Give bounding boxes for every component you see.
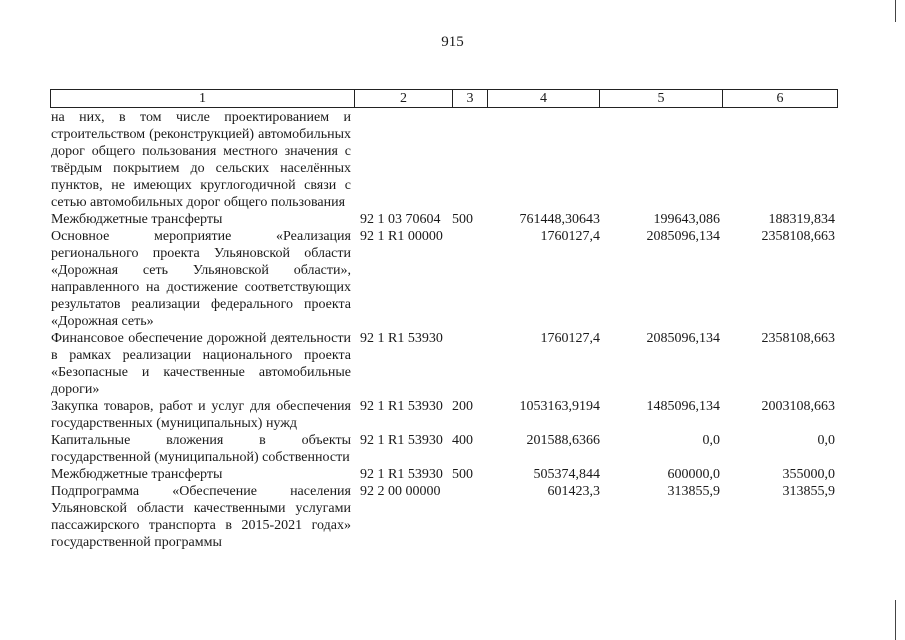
row-name: Финансовое обеспечение дорожной деятельности в рамках реализации национального проекта «Безопасные и качественные автомобильные дороги»: [51, 331, 351, 397]
row-value-3: 2358108,663: [761, 229, 835, 244]
row-value-2: 0,0: [702, 433, 720, 448]
scan-edge-line: [895, 600, 896, 640]
row-value-2: 600000,0: [667, 467, 720, 482]
row-name: Капитальные вложения в объекты государственной (муниципальной) собственности: [51, 433, 351, 465]
row-name: Подпрограмма «Обеспечение населения Ульяновской области качественными услугами пассажирского транспорта в 2015-2021 годах» государственной программы: [51, 484, 351, 550]
row-name: на них, в том числе проектированием и строительством (реконструкцией) автомобильных дорог общего пользования местного значения с твёрдым покрытием до сельских населённых пунктов, не имеющих круглогодичной связи с сетью автомобильных дорог общего пользования: [51, 110, 351, 210]
row-code: 92 1 R1 53930: [360, 331, 443, 346]
row-value-3: 355000,0: [782, 467, 835, 482]
row-value-3: 2358108,663: [761, 331, 835, 346]
column-header-5: 5: [600, 90, 723, 108]
row-value-3: [720, 109, 835, 211]
row-code: 92 1 R1 53930: [360, 467, 443, 482]
row-value-1: 1053163,9194: [519, 399, 600, 414]
row-value-2: 199643,086: [653, 212, 720, 227]
row-name: Основное мероприятие «Реализация регионального проекта Ульяновской области «Дорожная сеть Ульяновской области», направленного на достижение соответствующих результатов реализации федерального проекта «Дорожная сеть»: [51, 229, 351, 329]
row-type: 500: [452, 467, 473, 482]
row-value-1: 761448,30643: [519, 212, 600, 227]
table-row: [51, 483, 841, 551]
column-header-1: 1: [51, 90, 355, 108]
row-value-1: 1760127,4: [540, 229, 600, 244]
column-header-row: [51, 90, 838, 108]
table-row: [51, 109, 841, 211]
row-type: 200: [452, 399, 473, 414]
row-value-2: [600, 109, 720, 211]
column-header-6: 6: [723, 90, 838, 108]
row-name: Закупка товаров, работ и услуг для обеспечения государственных (муниципальных) нужд: [51, 399, 351, 431]
row-value-2: 313855,9: [667, 484, 720, 499]
row-code: 92 1 R1 00000: [360, 229, 443, 244]
row-value-1: 601423,3: [547, 484, 600, 499]
row-value-3: 0,0: [817, 433, 835, 448]
row-type: [449, 109, 487, 211]
row-type: 400: [452, 433, 473, 448]
table-row: [51, 466, 841, 483]
row-value-1: [487, 109, 600, 211]
row-type: [449, 330, 487, 398]
table-row: [51, 398, 841, 432]
row-type: [449, 228, 487, 330]
row-value-3: 188319,834: [768, 212, 835, 227]
row-value-2: 2085096,134: [646, 331, 720, 346]
budget-table-body: [51, 109, 841, 551]
scan-edge-line: [895, 0, 896, 22]
table-row: [51, 211, 841, 228]
row-value-2: 1485096,134: [646, 399, 720, 414]
column-header-2: 2: [355, 90, 453, 108]
table-row: [51, 228, 841, 330]
row-type: 500: [452, 212, 473, 227]
table-row: [51, 330, 841, 398]
column-header-table: [50, 89, 838, 108]
row-code: 92 1 03 70604: [360, 212, 441, 227]
row-value-1: 505374,844: [533, 467, 600, 482]
column-header-3: 3: [453, 90, 488, 108]
page-number: 915: [441, 34, 464, 50]
row-value-1: 1760127,4: [540, 331, 600, 346]
row-name: Межбюджетные трансферты: [51, 467, 223, 482]
column-header-4: 4: [488, 90, 600, 108]
row-value-3: 2003108,663: [761, 399, 835, 414]
row-value-1: 201588,6366: [526, 433, 600, 448]
row-value-2: 2085096,134: [646, 229, 720, 244]
row-code: 92 1 R1 53930: [360, 399, 443, 414]
row-code: 92 2 00 00000: [360, 484, 441, 499]
row-name: Межбюджетные трансферты: [51, 212, 223, 227]
row-type: [449, 483, 487, 551]
row-code: 92 1 R1 53930: [360, 433, 443, 448]
row-value-3: 313855,9: [782, 484, 835, 499]
table-row: [51, 432, 841, 466]
row-code: [351, 109, 449, 211]
